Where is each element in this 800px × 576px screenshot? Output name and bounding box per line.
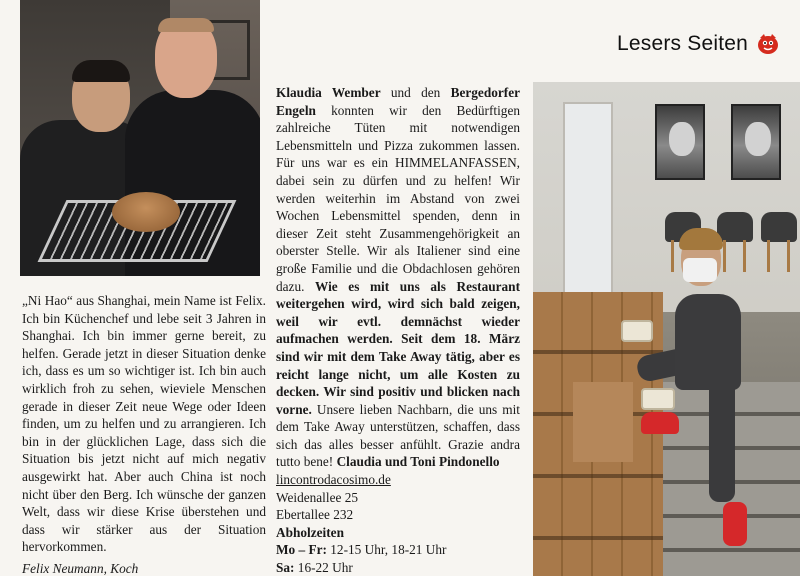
red-sneaker [723, 502, 747, 546]
restaurant-photo [533, 82, 800, 576]
middle-article-column [276, 84, 520, 576]
hours-saturday-label: Sa: [276, 560, 295, 576]
chair-seat [761, 212, 797, 242]
woman-hair [679, 228, 723, 250]
chair-leg [787, 240, 790, 272]
signature-pindonello: Claudia und Toni Pindonello [336, 454, 500, 470]
photo-doorway [563, 102, 613, 322]
hours-weekday [276, 541, 520, 559]
hours-saturday [276, 559, 520, 576]
name-klaudia: Klaudia Wember [276, 85, 381, 100]
section-header [600, 30, 780, 58]
bread-loaf [112, 192, 180, 232]
felix-paragraph: „Ni Hao“ aus Shanghai, mein Name ist Felix. Ich bin Küchenchef und lebe seit 3 Jahren in Shanghai. Ich bin immer gerne bereit, zu helfen. Gerade jetzt in dieser Situation denke ich, dass es um so wichtiger ist. Ich bin auch wirklich froh zu sehen, wieviele Menschen gerade in dieser Zeit neue Wege oder Ideen finden, um zu helfen und zu arrangieren. Ich bin in der glücklichen Lage, dass sich die Situation bis jetzt nicht auf mich negativ ausgewirkt hat. Aber auch China ist noch nicht über den Berg. Ich wünsche der ganzen Welt, dass wir diese Krise überstehen und dass wir stärker aus der Situation hervorkommen. [22, 293, 266, 555]
poster-face [745, 122, 771, 156]
text-a: und den [380, 85, 451, 100]
text-c: Unsere lieben Nachbarn, die uns mit dem Take Away unterstützen, schaffen, dass sich das alles besser anfühlt. Grazie andra tutto bene! [276, 401, 520, 470]
woman-torso [675, 294, 741, 390]
food-container [621, 320, 653, 342]
red-sneaker [641, 412, 679, 434]
chair-seat [717, 212, 753, 242]
chef-left-hair [72, 60, 130, 82]
chef-right-hair [158, 18, 214, 32]
address-line-2: Ebertallee 232 [276, 507, 354, 523]
poster-face [669, 122, 695, 156]
portrait-poster-right [731, 104, 781, 180]
hours-weekday-value: 12-15 Uhr, 18-21 Uhr [326, 542, 447, 558]
portrait-poster-left [655, 104, 705, 180]
felix-signature: Felix Neumann, Koch [22, 560, 139, 576]
chair-leg [723, 240, 726, 272]
chair-leg [743, 240, 746, 272]
text-b: konnten wir den Bedürftigen zahlreiche Tüten mit notwendigen Lebensmitteln und Pizza zukommen lassen. Für uns war es ein HIMMELANFASSEN, dabei sein zu dürfen und zu helfen! Wir werden weiterhin im Abstand von zwei Wochen Lebensmittel spenden, denn in dieser Zeit steht Zusammengehörigkeit an oberster Stelle. Wir als Italiener sind eine große Familie und die Obdachlosen gehören dazu. [276, 102, 520, 294]
hours-weekday-label: Mo – Fr: [276, 542, 327, 558]
left-article-column [22, 292, 266, 576]
section-title: Lesers Seiten [616, 32, 748, 55]
website-link[interactable]: lincontrodacosimo.de [276, 472, 391, 488]
hours-saturday-value: 16-22 Uhr [294, 560, 353, 576]
food-container [641, 388, 675, 410]
chair-leg [767, 240, 770, 272]
face-mask [683, 258, 717, 282]
paper-bag-front [573, 382, 633, 462]
bold-restaurant-text: Wie es mit uns als Restaurant weitergehen wird, wird sich bald zeigen, weil wir evtl. demnächst wieder aufmachen werden. Seit dem 18. März sind wir mit dem Take Away tätig, aber es reicht lange nicht, um alle Kosten zu decken. Wir sind positiv und blicken nach vorne. [276, 278, 520, 417]
chair [761, 212, 797, 272]
red-mascot-icon [756, 32, 780, 56]
chair-leg [671, 240, 674, 272]
name-engel: Bergedorfer Engeln [276, 85, 520, 118]
address-line-1: Weidenallee 25 [276, 489, 358, 505]
hours-title: Abholzeiten [276, 524, 344, 540]
pindonello-paragraph [276, 84, 520, 471]
chefs-photo [20, 0, 260, 276]
